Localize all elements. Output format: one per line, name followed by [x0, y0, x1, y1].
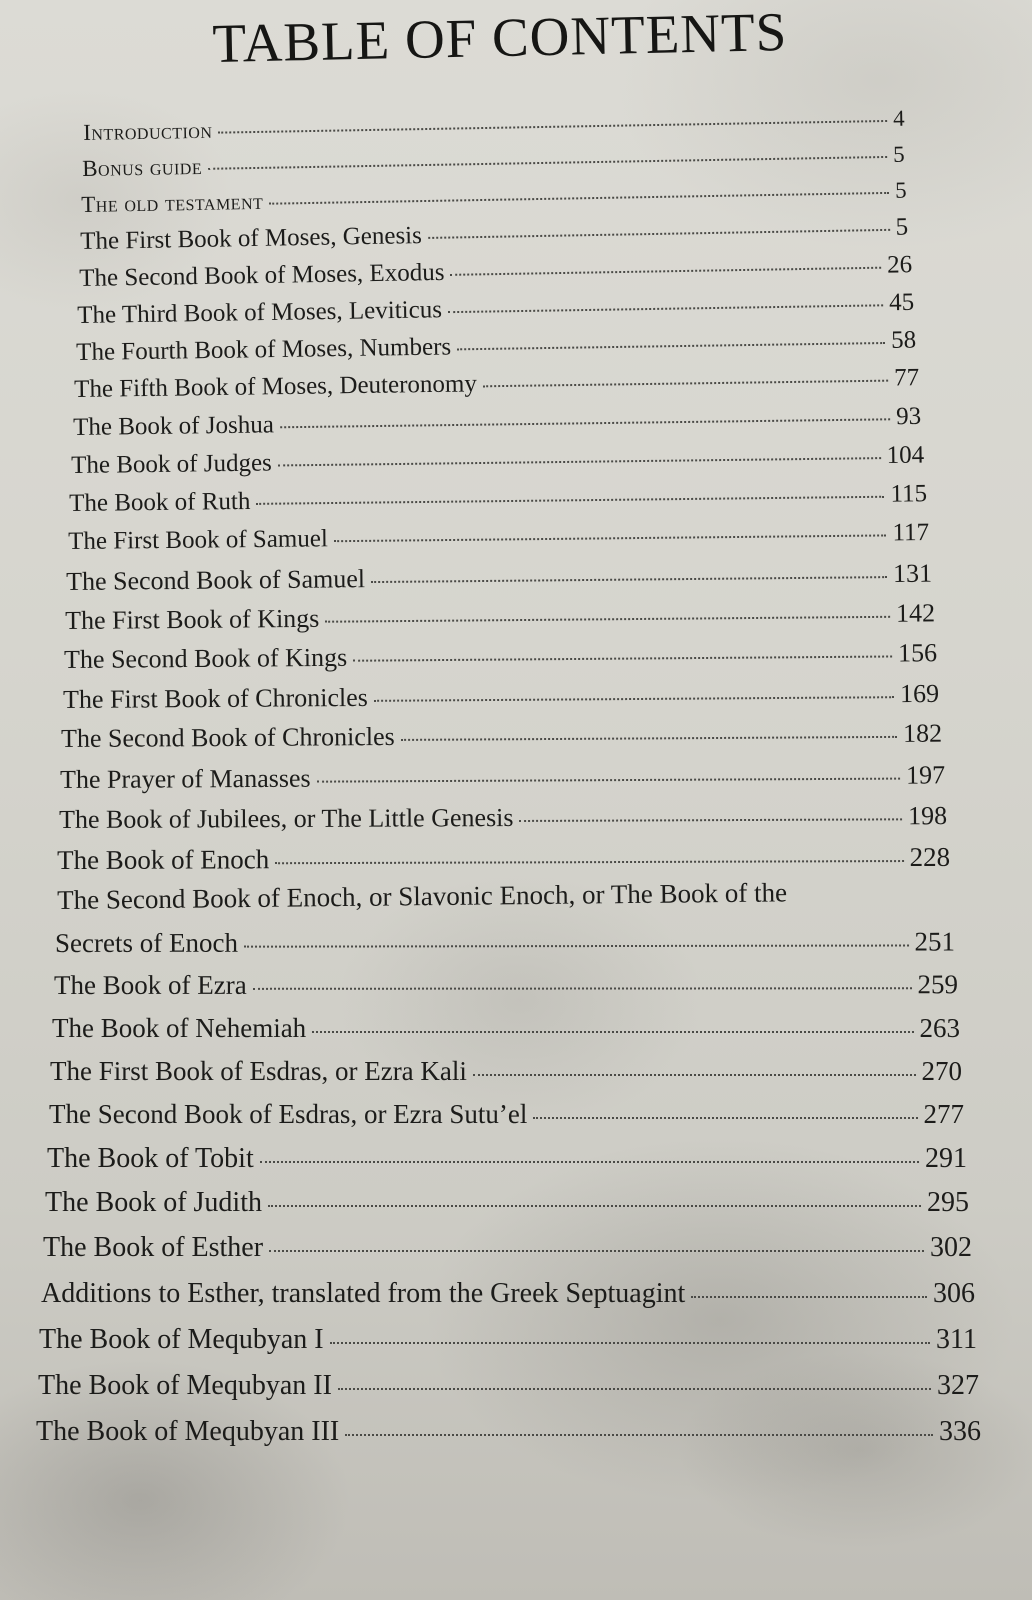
toc-entry-title: The Book of Mequbyan II [38, 1370, 332, 1401]
toc-entry [83, 106, 905, 146]
dot-leader [473, 1074, 916, 1076]
toc-entry [82, 142, 905, 182]
toc-entry [73, 403, 921, 442]
toc-entry-page: 291 [925, 1143, 967, 1174]
toc-entry-title: The Book of Judith [45, 1187, 262, 1218]
toc-entry [43, 1232, 972, 1264]
dot-leader [268, 1205, 921, 1207]
toc-entry-title: The Third Book of Moses, Leviticus [77, 296, 443, 329]
dot-leader [533, 1117, 917, 1119]
toc-entry-page: 5 [895, 213, 909, 241]
toc-entry [71, 442, 924, 480]
dot-leader [280, 418, 890, 428]
dot-leader [253, 987, 912, 990]
toc-entry [59, 801, 947, 835]
toc-entry-page: 251 [914, 926, 956, 957]
toc-entry [81, 178, 907, 218]
toc-entry-title: Bonus guide [82, 153, 203, 181]
toc-entry-page: 156 [897, 638, 938, 668]
toc-entry-page: 5 [892, 141, 906, 167]
dot-leader [371, 576, 887, 583]
toc-entry [80, 214, 908, 256]
dot-leader [520, 818, 903, 822]
dot-leader [275, 860, 903, 864]
toc-entry [74, 364, 919, 404]
toc-entry [54, 969, 958, 1001]
toc-entry-title: The First Book of Moses, Genesis [80, 222, 423, 255]
toc-entry-title: The Book of Enoch [57, 844, 270, 875]
toc-entry-page: 263 [919, 1013, 960, 1043]
dot-leader [334, 534, 887, 542]
dot-leader [401, 736, 897, 741]
toc-entry-page: 4 [892, 105, 906, 131]
toc-entry-title: The Book of Judges [71, 449, 272, 479]
toc-entry [36, 1416, 981, 1448]
toc-entry-page: 197 [905, 760, 946, 790]
toc-entry [50, 1056, 962, 1087]
toc-entry [79, 251, 912, 293]
toc-entry-title: Secrets of Enoch [55, 927, 238, 958]
dot-leader [374, 696, 894, 702]
toc-entry-title: The Book of Ezra [54, 969, 247, 1000]
toc-entry-title: Additions to Esther, translated from the Greek Septuagint [41, 1278, 686, 1309]
toc-entry [38, 1370, 979, 1402]
dot-leader [691, 1296, 927, 1298]
toc-entry [76, 327, 916, 367]
dot-leader [457, 342, 885, 350]
toc-entry-page: 131 [892, 558, 933, 589]
toc-entry-title: The Book of Mequbyan I [39, 1324, 324, 1355]
toc-entry [55, 926, 955, 959]
toc-entry [68, 519, 929, 556]
toc-entry-title: The Second Book of Chronicles [61, 721, 395, 753]
toc-entry-title: The Second Book of Moses, Exodus [79, 258, 445, 292]
toc-entry-page: 270 [921, 1056, 962, 1086]
dot-leader [330, 1342, 930, 1344]
dot-leader [278, 457, 881, 466]
toc-entry [47, 1143, 967, 1175]
toc-entry-title: The Book of Ruth [69, 487, 251, 517]
toc-entry-title: The Book of Esther [43, 1232, 264, 1263]
toc-entry-title: The First Book of Kings [65, 603, 320, 635]
toc-entry-page: 169 [899, 678, 940, 709]
toc-entry-page: 182 [902, 718, 943, 748]
toc-entry-title: The Book of Jubilees, or The Little Genesis [59, 803, 514, 834]
toc-entry-page: 277 [923, 1099, 964, 1129]
toc-entry [41, 1278, 975, 1310]
toc-entry-title: The First Book of Chronicles [63, 682, 368, 714]
toc-entry [69, 480, 927, 518]
dot-leader [450, 267, 881, 276]
toc-entry [52, 1013, 960, 1044]
toc-entry-title: The Second Book of Samuel [66, 564, 366, 596]
toc-entry-page: 104 [886, 441, 925, 470]
toc-entry-page: 306 [933, 1278, 975, 1309]
toc-entry-title: The Book of Nehemiah [52, 1013, 307, 1043]
toc-entry [77, 289, 914, 330]
dot-leader [260, 1161, 919, 1163]
toc-entry-page: 5 [894, 177, 908, 203]
toc-entry-page: 93 [895, 402, 922, 431]
toc-entry-title: The Second Book of Kings [64, 642, 348, 674]
toc-entry-page: 259 [917, 969, 959, 1000]
dot-leader [448, 304, 883, 313]
dot-leader [483, 380, 888, 388]
toc-entry [66, 559, 932, 597]
toc-entry-title-line1: The Second Book of Enoch, or Slavonic Enoch, or The Book of the [57, 877, 788, 915]
toc-entry-title: The Second Book of Esdras, or Ezra Sutu’el [49, 1099, 528, 1129]
toc-entry-title: The Book of Joshua [73, 411, 275, 441]
dot-leader [244, 945, 909, 948]
dot-leader [208, 156, 887, 170]
toc-entry [61, 719, 942, 754]
dot-leader [345, 1434, 933, 1436]
toc-entry-page: 295 [927, 1187, 969, 1218]
dot-leader [428, 229, 890, 239]
toc-entry [60, 760, 945, 795]
toc-entry-page: 26 [886, 251, 913, 279]
toc-entry-title: The Fifth Book of Moses, Deuteronomy [74, 370, 478, 403]
toc-entry [64, 638, 937, 675]
toc-entry-page: 45 [888, 288, 915, 317]
toc-entry [49, 1099, 964, 1130]
toc-entry-page: 58 [890, 326, 917, 354]
toc-entry-page: 115 [890, 480, 928, 508]
dot-leader [269, 192, 889, 205]
toc-entry-page: 117 [892, 518, 930, 547]
dot-leader [256, 496, 884, 505]
toc-entry-page: 198 [907, 801, 948, 831]
toc-entry-title: The First Book of Samuel [68, 525, 328, 555]
dot-leader [317, 778, 900, 783]
toc-entry-title: Introduction [83, 117, 213, 145]
toc-entry-title: The Prayer of Manasses [60, 763, 311, 794]
toc-entry-title: The Book of Mequbyan III [36, 1416, 340, 1447]
toc-entry-page: 77 [893, 364, 920, 392]
toc-entry-page: 336 [939, 1416, 981, 1447]
toc-entry-page: 142 [895, 598, 936, 628]
toc-entry-title: The old testament [81, 188, 264, 217]
dot-leader [312, 1031, 913, 1033]
dot-leader [269, 1250, 924, 1252]
toc-entry-title: The Book of Tobit [47, 1143, 254, 1174]
toc-entry-page: 302 [930, 1232, 972, 1263]
toc-entry [63, 679, 939, 715]
toc-entry [65, 598, 935, 636]
toc-entry-title: The First Book of Esdras, or Ezra Kali [50, 1056, 467, 1086]
toc-entry-title: The Fourth Book of Moses, Numbers [76, 333, 452, 366]
toc-entry [45, 1187, 969, 1219]
toc-entry [57, 842, 950, 876]
page-title: TABLE OF CONTENTS [211, 0, 788, 75]
toc-entry-page: 327 [937, 1370, 979, 1401]
dot-leader [338, 1388, 931, 1390]
toc-entry [39, 1324, 977, 1356]
toc-entry-page: 311 [936, 1324, 977, 1355]
dot-leader [325, 616, 890, 623]
dot-leader [218, 120, 887, 134]
dot-leader [353, 655, 892, 661]
toc-entry-page: 228 [909, 841, 951, 873]
